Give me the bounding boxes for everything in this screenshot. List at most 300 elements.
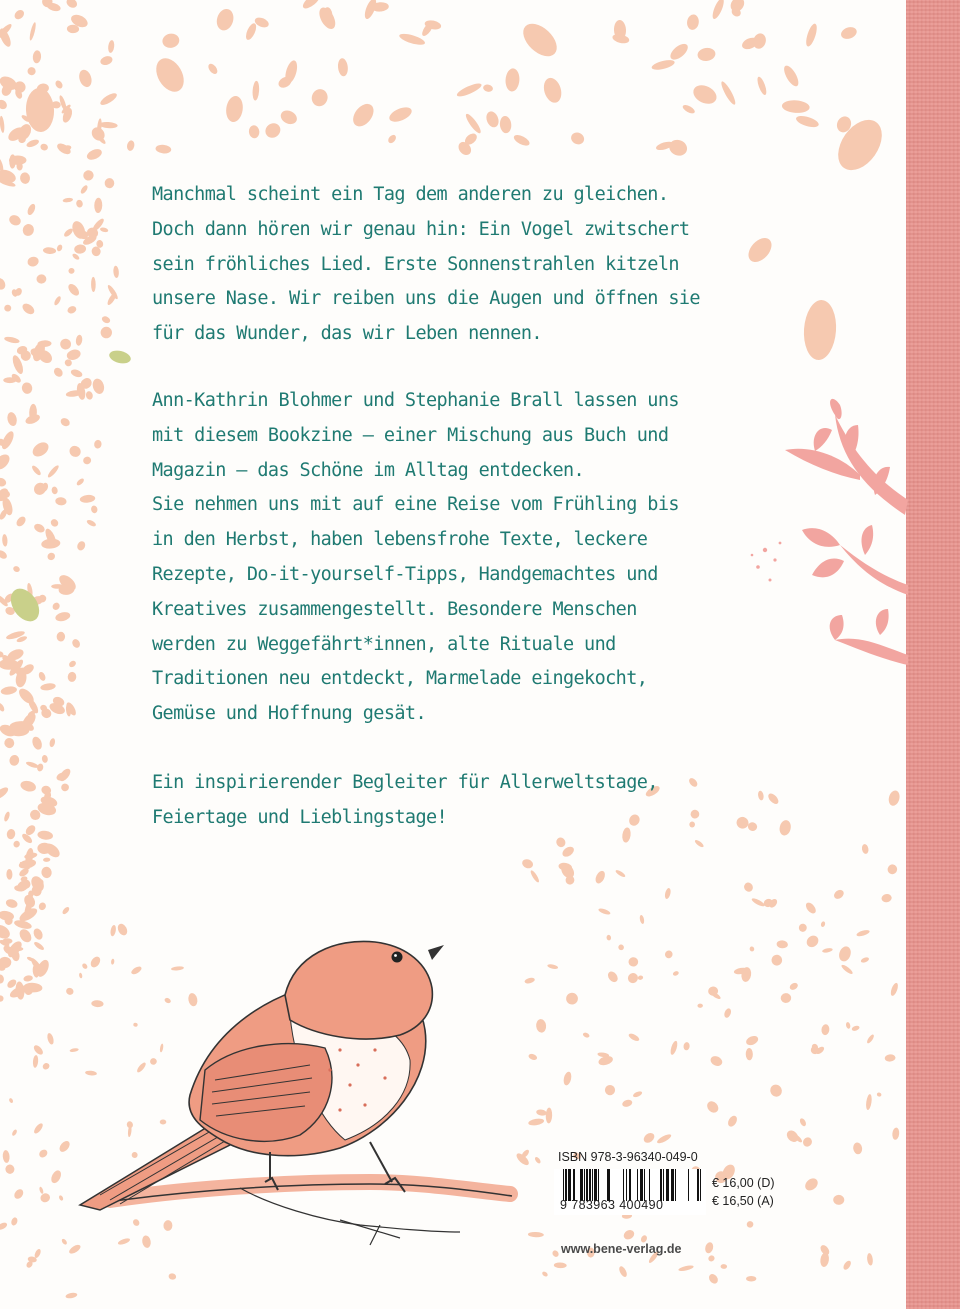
dot (569, 130, 586, 146)
dot (43, 857, 50, 862)
dot (621, 1099, 633, 1108)
dot (528, 1118, 545, 1127)
publisher-website: www.bene-verlag.de (561, 1242, 682, 1256)
dot (3, 736, 16, 749)
dot (0, 1221, 8, 1231)
dot (656, 1133, 672, 1145)
dot (2, 1150, 10, 1163)
dot (349, 100, 378, 130)
dot (541, 1271, 548, 1278)
dot (482, 84, 493, 93)
dot (524, 977, 535, 985)
dot (23, 975, 33, 982)
dot (534, 1156, 542, 1164)
dot (0, 785, 10, 801)
dot (151, 53, 190, 96)
dot (70, 368, 84, 378)
dot (65, 0, 79, 10)
dot (678, 1264, 694, 1272)
barcode-bar (598, 1169, 599, 1201)
barcode-bar (675, 1169, 676, 1201)
dot (536, 1109, 547, 1117)
dot (776, 940, 788, 949)
price-germany: € 16,00 (D) (712, 1176, 775, 1190)
dot (866, 1034, 875, 1045)
dot (12, 565, 21, 573)
dot (521, 858, 534, 870)
dot (41, 755, 48, 764)
dot (597, 1054, 614, 1066)
dot (11, 1129, 18, 1137)
dot (33, 522, 47, 534)
dot (664, 887, 672, 899)
dot (637, 975, 643, 981)
dot (742, 881, 754, 893)
dot (66, 305, 77, 315)
dot (9, 754, 20, 766)
text-line: Ann-Kathrin Blohmer und Stephanie Brall lassen uns (152, 390, 679, 411)
dot (301, 0, 323, 11)
dot (780, 993, 791, 1003)
dot (99, 91, 119, 107)
barcode-bar (629, 1169, 631, 1201)
dot (13, 8, 26, 21)
barcode-bar (700, 1169, 701, 1201)
dot (529, 869, 540, 883)
dot (541, 76, 564, 105)
dot (68, 659, 77, 668)
dot (778, 819, 792, 836)
dot (2, 534, 8, 547)
barcode-bar (573, 1169, 575, 1201)
dot (861, 844, 869, 855)
dot (99, 121, 118, 128)
text-line: für das Wunder, das wir Leben nennen. (152, 323, 542, 345)
dot (799, 1117, 808, 1127)
dot (61, 107, 74, 124)
dot (31, 735, 44, 751)
dot (884, 1054, 895, 1062)
isbn-label: ISBN 978-3-96340-049-0 (558, 1150, 698, 1164)
dot (25, 138, 39, 149)
barcode-bar (640, 1169, 643, 1201)
dot (0, 116, 5, 133)
text-line: Traditionen neu entdeckt, Marmelade eingekocht, (152, 668, 648, 690)
text-line: werden zu Weggefährt*innen, alte Rituale und (152, 633, 616, 655)
dot (10, 1217, 18, 1227)
dot (0, 702, 6, 713)
barcode-bar (594, 1169, 597, 1201)
dot (387, 133, 398, 144)
dot (803, 1176, 820, 1193)
dot (75, 199, 83, 208)
dot (669, 1040, 678, 1055)
dot (707, 1272, 719, 1285)
dot (726, 1114, 739, 1128)
dot (672, 970, 679, 976)
dot (79, 184, 89, 195)
dot (709, 1054, 724, 1068)
dot (746, 1276, 756, 1281)
dot (535, 1019, 546, 1034)
dot (49, 518, 59, 529)
dot (99, 55, 113, 67)
dot (0, 956, 12, 968)
dot (68, 267, 75, 274)
dot (9, 156, 26, 165)
dot (746, 1048, 753, 1060)
dot (52, 366, 64, 379)
barcode-bar (592, 1169, 593, 1201)
dot (38, 671, 47, 682)
dot (852, 1142, 863, 1155)
dot (32, 50, 41, 64)
dot (214, 7, 236, 33)
dot (697, 1004, 703, 1008)
dot (32, 480, 49, 497)
dot (76, 540, 87, 552)
dot (6, 828, 16, 840)
dot (36, 763, 44, 772)
dot (683, 1042, 690, 1051)
dot (244, 22, 258, 41)
dot (517, 18, 563, 63)
dot (27, 67, 35, 75)
dot (781, 63, 801, 88)
barcode-bar (623, 1169, 624, 1201)
dot (41, 538, 61, 550)
dot (0, 98, 9, 111)
dot (668, 41, 691, 63)
dot (840, 963, 854, 975)
dot (5, 898, 19, 909)
dot (41, 866, 53, 879)
dot (795, 114, 820, 130)
dot (77, 68, 94, 88)
blurb-paragraph-2 (152, 384, 772, 732)
dot (56, 632, 65, 642)
dot (51, 601, 61, 611)
dot (617, 943, 625, 951)
dot (29, 22, 37, 41)
dot (108, 349, 132, 366)
dot (681, 103, 696, 115)
text-line: Magazin – das Schöne im Alltag entdecken. (152, 459, 585, 481)
barcode-bar (688, 1169, 689, 1201)
blurb-paragraph-1 (152, 178, 772, 352)
dot (464, 112, 483, 135)
dot (113, 266, 119, 279)
dot (59, 416, 71, 427)
dot (75, 334, 83, 346)
dot (53, 295, 62, 306)
barcode-bar (586, 1169, 588, 1201)
dot (91, 377, 106, 395)
dot (262, 120, 283, 141)
dot (622, 1228, 636, 1241)
dot (833, 1195, 844, 1205)
dot (632, 1090, 643, 1098)
dot (881, 893, 893, 903)
dot (337, 58, 349, 77)
barcode-bar (649, 1169, 650, 1201)
dot (582, 1032, 590, 1039)
dot (756, 76, 768, 96)
dot (316, 5, 338, 32)
dot (697, 47, 717, 62)
dot (19, 779, 37, 793)
price-austria: € 16,50 (A) (712, 1194, 774, 1208)
dot (12, 840, 21, 849)
dot (0, 276, 7, 292)
barcode-bar (697, 1169, 699, 1201)
barcode-bar (563, 1169, 564, 1201)
dot (606, 935, 611, 941)
dot (155, 144, 172, 154)
dot (887, 789, 901, 807)
text-line: Ein inspirierender Begleiter für Allerweltstage, (152, 772, 658, 793)
dot (252, 81, 260, 101)
barcode-bar (584, 1169, 585, 1201)
dot (0, 452, 12, 473)
dot (860, 956, 870, 963)
dot (876, 1092, 882, 1098)
dot (21, 382, 33, 395)
dot (8, 1098, 13, 1104)
text-line: Sie nehmen uns mit auf eine Reise vom Frühling bis (152, 494, 679, 516)
dot (310, 87, 330, 108)
dot (547, 963, 559, 970)
dot (32, 1055, 38, 1068)
dot (804, 22, 819, 47)
barcode-bar (671, 1169, 674, 1201)
dot (107, 40, 114, 54)
text-line: unsere Nase. Wir reiben uns die Augen und öffnen sie (152, 288, 700, 310)
dot (61, 906, 70, 915)
dot (801, 1136, 813, 1149)
dot (126, 140, 135, 152)
dot (628, 1032, 641, 1042)
dot (74, 244, 87, 254)
barcode-bar (568, 1169, 571, 1201)
book-spine-edge (906, 0, 960, 1309)
dot (5, 1164, 16, 1175)
text-line: Feiertage und Lieblingstage! (152, 806, 448, 828)
barcode-bar (660, 1169, 662, 1201)
dot (0, 995, 4, 1002)
barcode-bar (666, 1169, 669, 1201)
barcode-bar (663, 1169, 664, 1201)
dot (67, 444, 83, 460)
dot (606, 970, 620, 984)
dot (564, 991, 580, 1007)
dot (12, 1187, 25, 1200)
barcode-bar (626, 1169, 627, 1201)
dot (26, 255, 39, 267)
barcode-bar (565, 1169, 567, 1201)
dot (705, 1099, 721, 1115)
dot (104, 178, 115, 189)
dot (562, 1071, 572, 1086)
dot (845, 1022, 851, 1030)
dot (4, 336, 20, 345)
dot (551, 1249, 560, 1258)
barcode-bar (644, 1169, 645, 1201)
dot (745, 1034, 760, 1047)
dot (94, 198, 103, 214)
dot (26, 203, 37, 216)
dot (63, 227, 74, 238)
dot (707, 1254, 716, 1262)
dot (686, 14, 700, 31)
blurb-paragraph-3 (152, 766, 772, 836)
dot (71, 638, 82, 649)
dot (856, 929, 870, 938)
dot (667, 137, 690, 158)
dot (101, 315, 112, 325)
dot (804, 901, 818, 915)
dot (76, 477, 86, 486)
dot (528, 1232, 544, 1238)
dot (85, 390, 94, 400)
dot (81, 168, 95, 182)
dot (5, 583, 45, 626)
text-line: Manchmal scheint ein Tag dem anderen zu gleichen. (152, 184, 669, 205)
dot (398, 32, 426, 47)
dot (0, 685, 17, 695)
dot (3, 811, 11, 822)
dot (36, 274, 46, 284)
dot (499, 115, 512, 133)
dot (4, 305, 11, 312)
dot (512, 133, 531, 148)
dot (651, 58, 676, 71)
barcode-bar (589, 1169, 591, 1201)
dot (43, 247, 57, 255)
dot (51, 486, 58, 495)
dot (822, 947, 833, 953)
dot (38, 901, 48, 911)
dot (168, 1273, 177, 1281)
dot (721, 1264, 728, 1269)
dot (100, 227, 109, 233)
text-line: in den Herbst, haben lebensfrohe Texte, leckere (152, 529, 648, 551)
dot (101, 327, 112, 338)
dot (594, 869, 607, 885)
dot (802, 299, 838, 361)
dot (248, 125, 260, 139)
dot (46, 464, 60, 479)
dot (49, 738, 56, 748)
dot (837, 945, 853, 963)
dot (710, 0, 726, 20)
dot (639, 915, 645, 925)
dot (225, 95, 245, 123)
dot (85, 147, 103, 162)
dot (723, 1007, 732, 1018)
dot (21, 223, 35, 238)
dot (31, 464, 43, 476)
dot (0, 477, 7, 488)
dot (545, 1107, 552, 1123)
dot (484, 110, 501, 129)
dot (615, 869, 627, 878)
dot (866, 1253, 873, 1266)
dot (0, 549, 8, 561)
dot (86, 519, 97, 528)
barcode-bar (637, 1169, 638, 1201)
dot (626, 971, 640, 985)
dot (798, 923, 807, 932)
dot (528, 1053, 538, 1061)
dot (782, 99, 811, 113)
bird-icon (40, 920, 520, 1260)
text-line: Gemüse und Hoffnung gesät. (152, 703, 426, 725)
dot (161, 32, 180, 49)
dot (55, 497, 67, 506)
dot (751, 897, 766, 908)
dot (40, 143, 49, 152)
dot (279, 108, 300, 127)
dot (642, 1131, 656, 1145)
dot (91, 277, 96, 292)
dot (0, 974, 4, 984)
dot (554, 1262, 567, 1268)
dot (56, 244, 63, 252)
dot (82, 456, 92, 465)
dot (704, 1241, 714, 1254)
dot (19, 172, 30, 185)
dot (820, 921, 826, 928)
dot (821, 1024, 830, 1036)
dot (40, 682, 56, 691)
dot (768, 1083, 784, 1099)
barcode-bar (580, 1169, 583, 1201)
dot (770, 954, 783, 967)
dot (749, 946, 755, 952)
barcode-digits: 9 783963 400490 (560, 1198, 664, 1212)
dot (555, 836, 568, 849)
text-line: sein fröhliches Lied. Erste Sonnenstrahlen kitzeln (152, 253, 679, 275)
dot (618, 1265, 629, 1278)
dot (20, 301, 36, 316)
dot (664, 949, 674, 960)
dot (842, 1259, 852, 1271)
dot (71, 253, 80, 261)
dot (54, 611, 71, 623)
text-line: mit diesem Bookzine – einer Mischung aus Buch und (152, 424, 669, 446)
dot (207, 62, 220, 75)
text-line: Doch dann hören wir genau hin: Ein Vogel zwitschert (152, 218, 690, 240)
dot (851, 1025, 860, 1032)
dot (61, 783, 70, 792)
dot (66, 282, 81, 298)
dot (788, 981, 799, 991)
dot (865, 1094, 872, 1111)
dot (690, 82, 719, 108)
dot (505, 68, 520, 92)
dot (839, 25, 858, 41)
dot (719, 80, 737, 106)
dot (605, 1085, 615, 1095)
dot (387, 104, 414, 124)
dot (628, 957, 639, 968)
dot (6, 411, 18, 427)
dot (804, 933, 820, 949)
dot (90, 505, 98, 514)
dot (887, 864, 898, 875)
dot (79, 494, 95, 503)
